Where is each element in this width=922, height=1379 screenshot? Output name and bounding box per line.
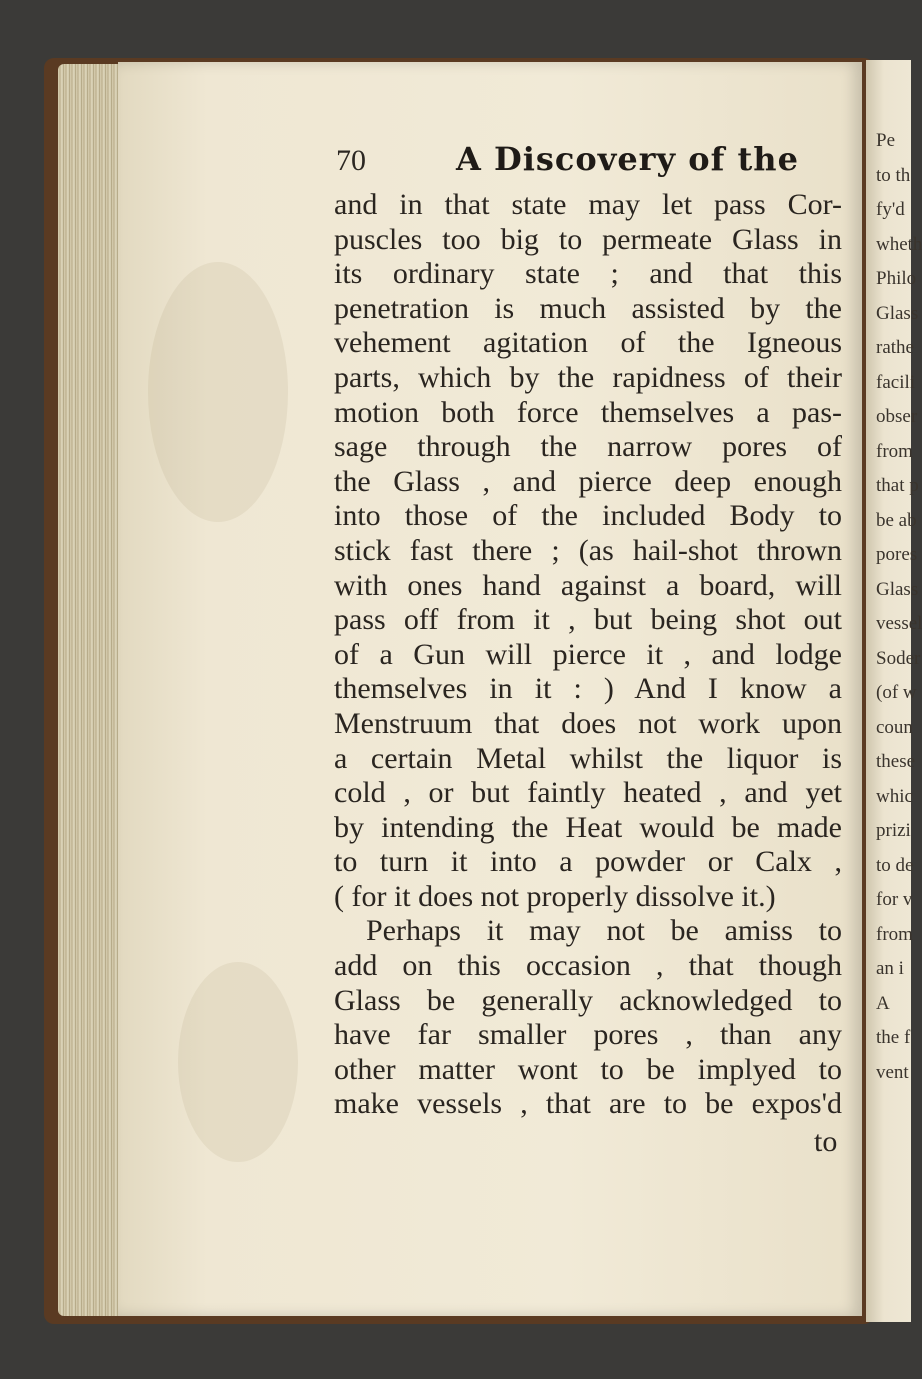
next-page-fragment: be ab [876,509,917,531]
text-line: penetration is much assisted by the [334,291,842,325]
text-line: to turn it into a powder or Calx , [334,845,842,879]
next-page-fragment: Philo [876,268,917,289]
next-page-fragment: whic [876,785,913,807]
next-page-fragment: A [876,992,890,1014]
next-page-edge [866,60,922,1322]
text-line: vehement agitation of the Igneous [334,326,842,360]
text-line: puscles too big to permeate Glass in [334,222,842,256]
next-page-fragment: Glass [876,302,919,324]
next-page-fragment: to th [876,164,911,186]
next-page-fragment: wheth [876,233,922,255]
next-page-fragment: obser [876,406,918,427]
text-line: pass off from it , but being shot out [334,603,842,637]
text-line: of a Gun will pierce it , and lodge [334,637,842,671]
text-line: sage through the narrow pores of [334,430,842,464]
next-page-fragment: pores [876,544,918,565]
text-line: make vessels , that are to be expos'd [334,1087,842,1121]
next-page-fragment: fy'd [876,199,905,220]
text-line: other matter wont to be implyed to [334,1052,842,1086]
text-line: add on this occasion , that though [334,949,842,983]
next-page-fragment: (of w [876,682,917,703]
text-line: its ordinary state ; and that this [334,257,842,291]
text-line: themselves in it : ) And I know a [334,672,842,706]
next-page-fragment: vessel [876,613,922,634]
text-line: the Glass , and pierce deep enough [334,464,842,498]
text-line: motion both force themselves a pas- [334,395,842,429]
catchword: to [814,1125,838,1158]
page-stain [148,262,288,522]
text-line: parts, which by the rapidness of their [334,360,842,394]
page-header [336,140,846,184]
next-page-fragment: prizi [876,820,911,841]
next-page-fragment: from [876,440,913,462]
page-stain [178,962,298,1162]
text-line: Menstruum that does not work upon [334,706,842,740]
next-page-fragment: these [876,751,916,772]
text-line: with ones hand against a board, will [334,568,842,602]
text-line: stick fast there ; (as hail-shot thrown [334,533,842,567]
next-page-fragment: facili [876,371,916,393]
next-page-fragment: Pe [876,130,895,151]
next-page-fragment: Glass [876,578,919,600]
running-head: A Discovery of the [456,140,799,178]
next-page-fragment: vent [876,1061,909,1083]
page-number: 70 [336,144,366,177]
text-line: have far smaller pores , than any [334,1018,842,1052]
text-line: and in that state may let pass Cor- [334,188,842,221]
text-line: cold , or but faintly heated , and yet [334,776,842,810]
next-page-fragment: Soder [876,647,921,669]
next-page-fragment: coun [876,716,913,738]
text-line: into those of the included Body to [334,499,842,533]
next-page-fragment: to de [876,854,914,876]
text-line: by intending the Heat would be made [334,810,842,844]
next-page-fragment: the f [876,1027,911,1048]
next-page-fragment: from [876,923,913,945]
text-line: a certain Metal whilst the liquor is [334,741,842,775]
next-page-fragment: rathe [876,337,914,358]
text-line: Perhaps it may not be amiss to [366,914,842,948]
text-line: Glass be generally acknowledged to [334,983,842,1017]
next-page-fragment: for v [876,889,913,910]
body-text [334,188,842,1122]
next-page-fragment: an i [876,958,904,979]
next-page-fragment: that p [876,475,919,496]
text-line: ( for it does not properly dissolve it.) [334,879,776,913]
